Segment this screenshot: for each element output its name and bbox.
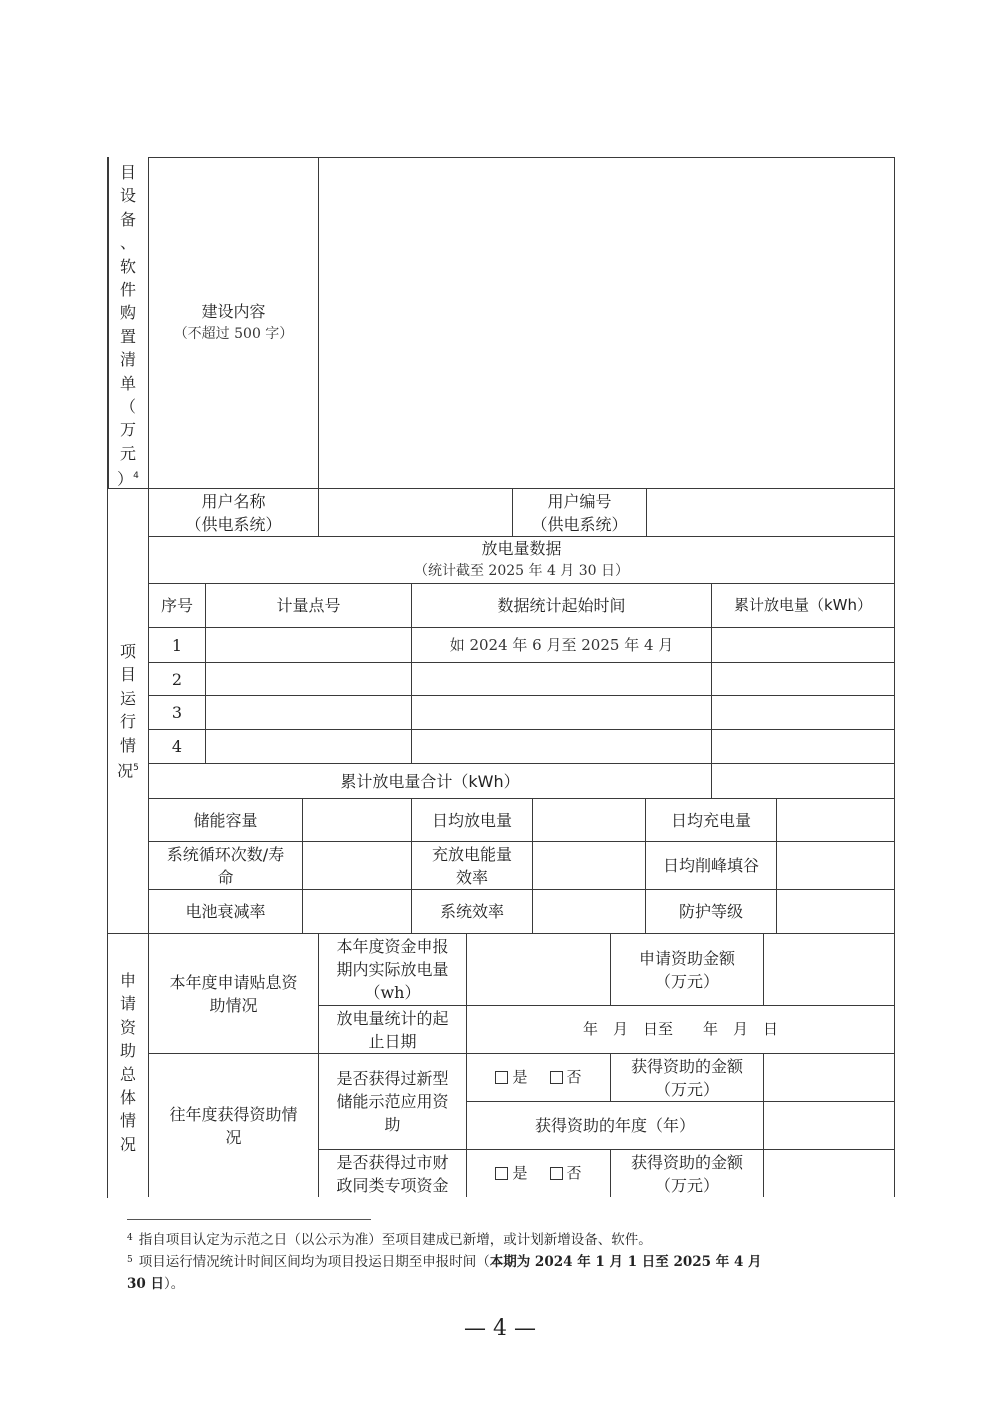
daily-discharge-field[interactable] [533,799,645,841]
user-no-title: 用户编号 [547,491,612,511]
peak-valley-field[interactable] [777,842,894,889]
footnote-5 [127,1251,877,1295]
special-amount-field[interactable] [764,1150,894,1197]
actual-discharge-line3: （wh） [364,983,421,1002]
cumulative-field[interactable] [712,663,894,695]
side-char: 况 [117,761,134,781]
protection-level-field[interactable] [777,890,894,933]
special-yes-no [467,1150,610,1197]
special-amount-label [611,1150,763,1197]
side-char: 清 [119,350,136,370]
stat-period-label [319,1006,466,1053]
side-char: 单 [119,373,136,393]
meter-field[interactable] [206,628,411,662]
side-char: 行 [119,712,136,732]
demo-yes-checkbox[interactable] [495,1066,527,1089]
side-char: 情 [119,1111,136,1131]
col-header-meter: 计量点号 [276,596,341,615]
footnote-divider [127,1219,371,1220]
total-field[interactable] [712,764,894,798]
cumulative-field[interactable] [712,628,894,662]
side-char: 元 [119,443,136,463]
discharge-title-text: 放电量数据 [481,539,562,558]
stat-period-line2: 止日期 [368,1031,417,1051]
side-char: 体 [119,1088,136,1108]
side-char: 运 [119,688,136,708]
page-number: — 4 — [464,1316,536,1341]
apply-amount-label [611,934,763,1005]
storage-capacity-field[interactable] [303,799,411,841]
demo-yes-no [467,1054,610,1101]
storage-capacity-label: 储能容量 [193,810,258,830]
meter-field[interactable] [206,696,411,729]
funding-side-label [112,969,144,1156]
footnote-bold-2: 30 日 [127,1276,164,1292]
special-no-checkbox[interactable] [550,1162,582,1185]
side-char: 申 [119,971,136,990]
side-char: 备 [119,209,136,229]
footnote-4 [127,1229,887,1251]
construction-content-field[interactable] [319,158,894,488]
user-no-sub: （供电系统） [531,514,628,534]
side-char: 项 [119,642,136,661]
cycles-line2: 命 [217,867,234,887]
demo-line1: 是否获得过新型 [336,1069,449,1088]
operation-side-label [112,640,144,783]
efficiency-field[interactable] [533,842,645,889]
side-char: 助 [119,1041,136,1061]
row-period[interactable] [412,730,711,763]
row-no: 2 [171,669,183,689]
this-year-line2: 助情况 [209,995,258,1015]
row-no: 3 [171,703,183,722]
construction-title: 建设内容 [201,302,266,321]
side-char: 、 [119,233,136,253]
yes-label: 是 [512,1068,528,1086]
footnote-text: 项目运行情况统计时间区间均为项目投运日期至申报时间（ [138,1254,490,1270]
date-range-field[interactable]: 年 月 日至 年 月 日 [582,1020,778,1038]
demo-line3: 助 [384,1115,401,1134]
demo-amount-field[interactable] [764,1054,894,1101]
apply-amount-line2: （万元） [654,971,719,991]
actual-discharge-line2: 期内实际放电量 [336,960,449,979]
special-line2: 政同类专项资金 [336,1175,449,1195]
prior-years-line2: 况 [225,1127,242,1147]
row-period[interactable] [412,663,711,695]
battery-decay-label: 电池衰减率 [185,902,266,921]
user-name-title: 用户名称 [201,491,266,511]
side-char: 购 [119,303,136,323]
special-line1: 是否获得过市财 [336,1152,449,1172]
cycles-line1: 系统循环次数/寿 [166,844,285,864]
actual-discharge-label [319,934,466,1005]
user-name-sub: （供电系统） [185,514,282,534]
side-char-tail [117,465,139,491]
col-header-cumulative: 累计放电量（kWh） [733,596,873,614]
checkbox-icon [550,1071,563,1084]
special-yes-checkbox[interactable] [495,1162,527,1185]
prior-years-label [149,1054,318,1197]
yes-label: 是 [512,1164,528,1182]
side-char: 资 [119,1017,136,1037]
cumulative-field[interactable] [712,730,894,763]
protection-level-label: 防护等级 [678,902,743,921]
meter-field[interactable] [206,730,411,763]
user-no-label [513,489,646,536]
system-efficiency-field[interactable] [533,890,645,933]
daily-charge-field[interactable] [777,799,894,841]
row-period[interactable] [412,696,711,729]
discharge-sub: （统计截至 2025 年 4 月 30 日） [413,563,630,579]
side-char: 况 [119,1134,136,1154]
side-char: ） [117,469,134,489]
side-char: 软 [119,256,136,276]
side-char: 置 [119,326,136,346]
footnote-bold: 本期为 2024 年 1 月 1 日至 2025 年 4 月 [489,1254,762,1270]
apply-amount-field[interactable] [764,934,894,1005]
apply-amount-line1: 申请资助金额 [638,948,735,968]
discharge-title [149,537,894,583]
system-efficiency-label: 系统效率 [439,902,504,921]
side-char: 设 [119,186,136,206]
efficiency-line1: 充放电能量 [431,844,512,864]
cycles-label [149,842,302,889]
total-label: 累计放电量合计（kWh） [340,771,520,791]
amount-got-label [611,1054,763,1101]
equipment-side-label [112,161,144,491]
construction-note: （不超过 500 字） [173,326,294,342]
this-year-line1: 本年度申请贴息资 [169,972,298,992]
stat-period-line1: 放电量统计的起 [336,1008,449,1028]
funding-year-label: 获得资助的年度（年） [534,1116,695,1135]
amount-got-line2: （万元） [654,1079,719,1099]
no-label: 否 [566,1068,582,1086]
footnote-end: ）。 [164,1276,185,1292]
no-label: 否 [566,1164,582,1182]
col-header-no: 序号 [160,596,193,615]
amount-got-line2: （万元） [654,1175,719,1195]
actual-discharge-line1: 本年度资金申报 [336,937,449,956]
user-no-field[interactable] [647,489,894,536]
footnote-text: 指自项目认定为示范之日（以公示为准）至项目建成已新增，或计划新增设备、软件。 [138,1232,652,1248]
side-char: 万 [119,420,136,440]
checkbox-icon [495,1167,508,1180]
side-char: 请 [119,994,136,1014]
footnote-mark: 5 [127,1255,133,1265]
side-char: 目 [119,163,136,182]
side-char: 件 [119,280,136,300]
side-char: （ [119,397,136,417]
side-char: 总 [119,1064,136,1084]
construction-label [149,158,318,488]
side-char: 目 [119,665,136,685]
efficiency-label [412,842,532,889]
user-name-label [149,489,318,536]
demo-funding-label [319,1054,466,1149]
row-no: 4 [171,737,183,756]
side-char: 情 [119,735,136,755]
cycles-field[interactable] [303,842,411,889]
prior-years-line1: 往年度获得资助情 [169,1104,298,1124]
daily-discharge-label: 日均放电量 [431,810,512,830]
demo-line2: 储能示范应用资 [336,1092,449,1111]
footnote-ref-5: 5 [133,763,139,774]
checkbox-icon [495,1071,508,1084]
meter-field[interactable] [206,663,411,695]
actual-discharge-field[interactable] [467,934,610,1005]
row-period[interactable]: 如 2024 年 6 月至 2025 年 4 月 [449,635,674,654]
amount-got-line1: 获得资助的金额 [630,1152,743,1172]
amount-got-line1: 获得资助的金额 [630,1056,743,1076]
battery-decay-field[interactable] [303,890,411,933]
daily-charge-label: 日均充电量 [670,810,751,830]
funding-year-field[interactable] [764,1102,894,1149]
cumulative-field[interactable] [712,696,894,729]
row-no: 1 [171,635,183,655]
footnote-ref-4: 4 [133,471,139,482]
checkbox-icon [550,1167,563,1180]
side-char-tail [117,757,139,783]
user-name-field[interactable] [319,489,512,536]
footnote-mark: 4 [127,1233,133,1243]
special-fund-label [319,1150,466,1197]
efficiency-line2: 效率 [455,867,488,887]
this-year-label [149,934,318,1053]
demo-no-checkbox[interactable] [550,1066,582,1089]
peak-valley-label: 日均削峰填谷 [662,856,759,875]
col-header-start-time: 数据统计起始时间 [497,596,626,615]
